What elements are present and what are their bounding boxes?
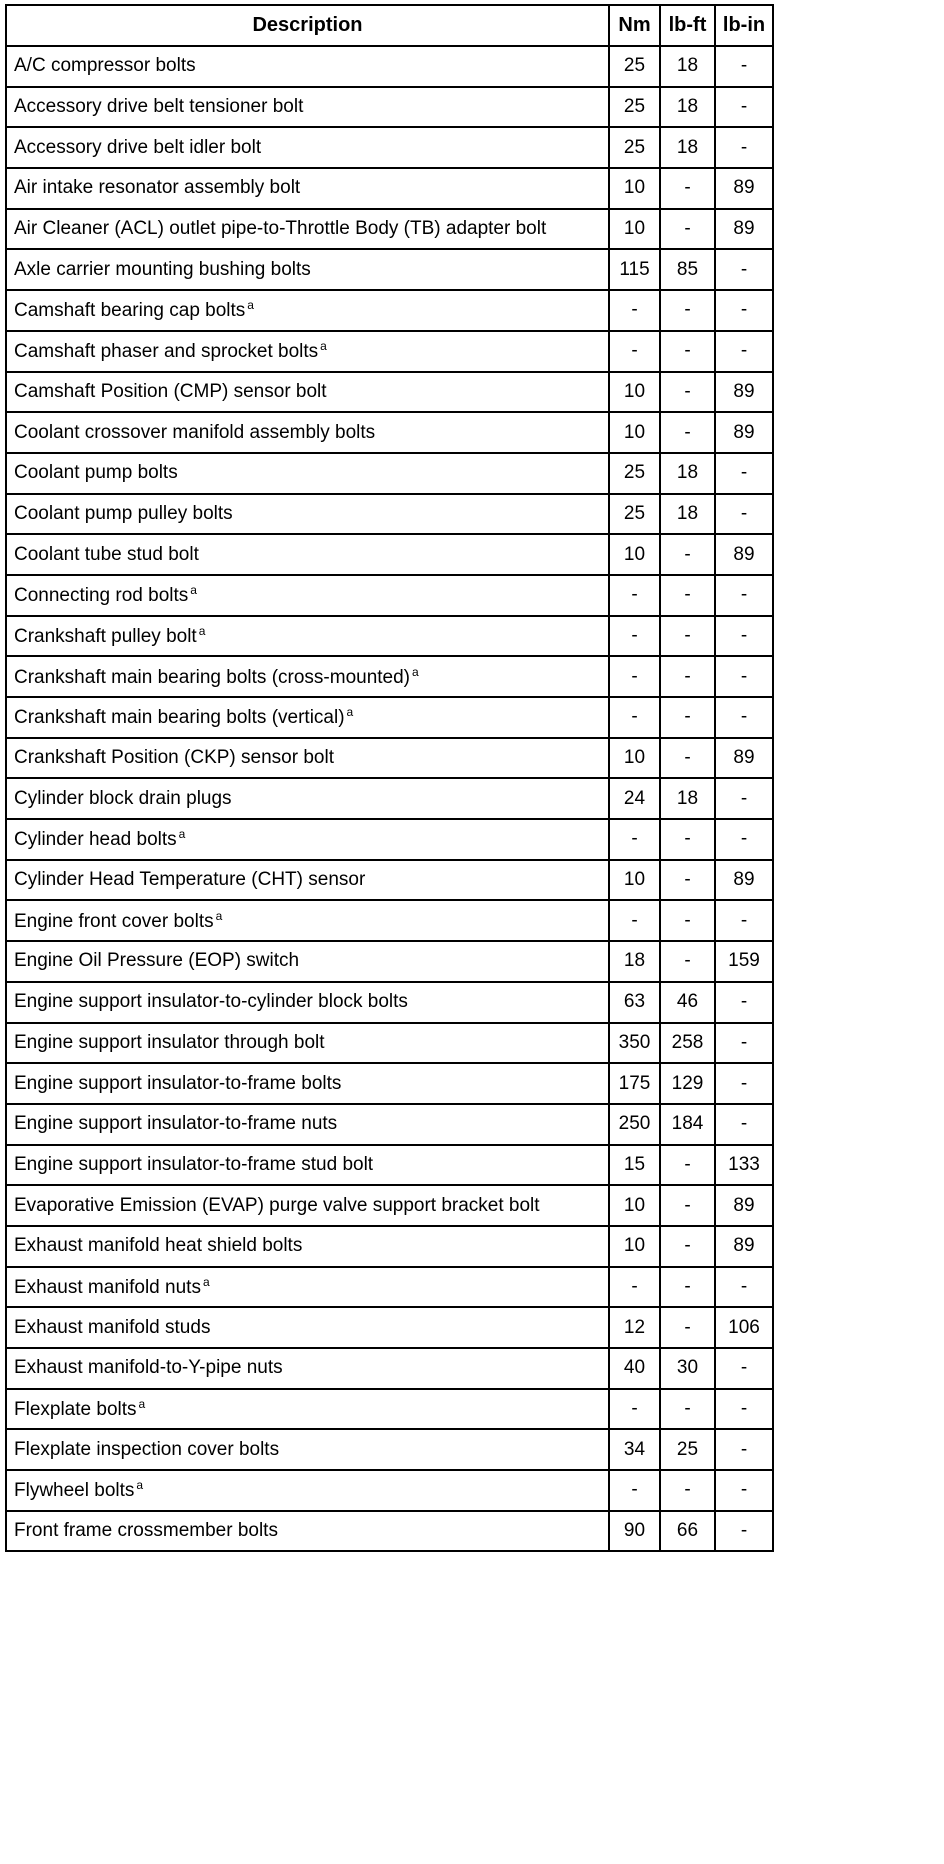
description-text: Crankshaft main bearing bolts (cross-mounted) — [14, 666, 411, 688]
lb-ft-cell: - — [660, 1389, 715, 1430]
table-row — [6, 87, 773, 128]
header-description: Description — [6, 5, 609, 46]
lb-in-cell: - — [715, 778, 773, 819]
description-text: Cylinder block drain plugs — [14, 787, 232, 809]
description-text: Exhaust manifold-to-Y-pipe nuts — [14, 1357, 283, 1379]
header-lb-ft: lb-ft — [660, 5, 715, 46]
description-cell — [6, 412, 609, 453]
table-row — [6, 1348, 773, 1389]
table-row — [6, 412, 773, 453]
description-text: Air intake resonator assembly bolt — [14, 177, 301, 199]
description-cell — [6, 331, 609, 372]
lb-ft-cell: - — [660, 1267, 715, 1308]
lb-in-cell: - — [715, 1104, 773, 1145]
lb-ft-cell: 184 — [660, 1104, 715, 1145]
description-text: Camshaft Position (CMP) sensor bolt — [14, 380, 327, 402]
lb-in-cell: - — [715, 1470, 773, 1511]
description-cell — [6, 941, 609, 982]
description-cell — [6, 1470, 609, 1511]
table-row — [6, 1307, 773, 1348]
description-text: Engine support insulator-to-frame nuts — [14, 1113, 338, 1135]
nm-cell: 250 — [609, 1104, 660, 1145]
description-cell — [6, 982, 609, 1023]
lb-in-cell: - — [715, 331, 773, 372]
description-text: Camshaft bearing cap bolts — [14, 300, 246, 322]
lb-ft-cell: - — [660, 209, 715, 250]
lb-in-cell: - — [715, 453, 773, 494]
description-cell — [6, 46, 609, 87]
description-cell — [6, 1104, 609, 1145]
lb-ft-cell: - — [660, 738, 715, 779]
lb-in-cell: - — [715, 127, 773, 168]
description-text: Exhaust manifold heat shield bolts — [14, 1235, 303, 1257]
lb-in-cell: - — [715, 656, 773, 697]
description-cell — [6, 1307, 609, 1348]
description-cell — [6, 534, 609, 575]
table-row — [6, 819, 773, 860]
description-cell — [6, 1267, 609, 1308]
lb-in-cell: 89 — [715, 168, 773, 209]
table-row — [6, 127, 773, 168]
nm-cell: 63 — [609, 982, 660, 1023]
lb-ft-cell: - — [660, 168, 715, 209]
description-text: Engine support insulator-to-cylinder block bolts — [14, 991, 408, 1013]
description-text: Axle carrier mounting bushing bolts — [14, 258, 311, 280]
description-cell — [6, 900, 609, 941]
table-row — [6, 900, 773, 941]
lb-in-cell: 89 — [715, 412, 773, 453]
description-text: Accessory drive belt idler bolt — [14, 136, 262, 158]
nm-cell: - — [609, 656, 660, 697]
lb-in-cell: - — [715, 819, 773, 860]
table-row — [6, 1429, 773, 1470]
description-cell — [6, 1511, 609, 1552]
lb-ft-cell: - — [660, 656, 715, 697]
lb-in-cell: - — [715, 1511, 773, 1552]
description-cell — [6, 1348, 609, 1389]
description-text: Engine Oil Pressure (EOP) switch — [14, 950, 300, 972]
table-row — [6, 453, 773, 494]
table-row — [6, 941, 773, 982]
description-cell — [6, 249, 609, 290]
lb-in-cell: - — [715, 1389, 773, 1430]
nm-cell: 10 — [609, 860, 660, 901]
lb-ft-cell: 85 — [660, 249, 715, 290]
torque-spec-table — [5, 4, 774, 1552]
nm-cell: - — [609, 697, 660, 738]
description-cell — [6, 494, 609, 535]
description-text: Evaporative Emission (EVAP) purge valve support bracket bolt — [14, 1194, 540, 1216]
lb-ft-cell: - — [660, 860, 715, 901]
footnote-marker: a — [178, 827, 186, 842]
lb-ft-cell: 18 — [660, 87, 715, 128]
lb-ft-cell: 46 — [660, 982, 715, 1023]
lb-in-cell: 89 — [715, 209, 773, 250]
lb-in-cell: - — [715, 575, 773, 616]
description-cell — [6, 778, 609, 819]
nm-cell: 34 — [609, 1429, 660, 1470]
description-text: Coolant pump pulley bolts — [14, 502, 233, 524]
nm-cell: 18 — [609, 941, 660, 982]
lb-in-cell: - — [715, 616, 773, 657]
description-cell — [6, 819, 609, 860]
description-text: Engine support insulator-to-frame stud bolt — [14, 1153, 374, 1175]
table-row — [6, 209, 773, 250]
description-cell — [6, 1023, 609, 1064]
table-row — [6, 331, 773, 372]
nm-cell: - — [609, 1470, 660, 1511]
nm-cell: 10 — [609, 168, 660, 209]
lb-ft-cell: - — [660, 1470, 715, 1511]
table-row — [6, 575, 773, 616]
description-text: Flexplate inspection cover bolts — [14, 1438, 280, 1460]
description-text: Engine support insulator through bolt — [14, 1031, 325, 1053]
table-row — [6, 697, 773, 738]
lb-in-cell: 89 — [715, 372, 773, 413]
nm-cell: 12 — [609, 1307, 660, 1348]
lb-ft-cell: - — [660, 290, 715, 331]
lb-in-cell: 133 — [715, 1145, 773, 1186]
lb-in-cell: - — [715, 1023, 773, 1064]
description-cell — [6, 860, 609, 901]
table-row — [6, 1226, 773, 1267]
nm-cell: 175 — [609, 1063, 660, 1104]
lb-in-cell: - — [715, 1267, 773, 1308]
description-text: Camshaft phaser and sprocket bolts — [14, 341, 319, 363]
lb-ft-cell: - — [660, 412, 715, 453]
description-cell — [6, 738, 609, 779]
description-text: Flywheel bolts — [14, 1480, 135, 1502]
nm-cell: - — [609, 819, 660, 860]
lb-ft-cell: - — [660, 1226, 715, 1267]
description-cell — [6, 1226, 609, 1267]
description-cell — [6, 453, 609, 494]
nm-cell: 10 — [609, 1185, 660, 1226]
lb-in-cell: 89 — [715, 1185, 773, 1226]
nm-cell: 10 — [609, 372, 660, 413]
nm-cell: 40 — [609, 1348, 660, 1389]
lb-in-cell: - — [715, 1348, 773, 1389]
nm-cell: 115 — [609, 249, 660, 290]
footnote-marker: a — [215, 908, 223, 923]
nm-cell: - — [609, 1389, 660, 1430]
lb-in-cell: - — [715, 249, 773, 290]
lb-ft-cell: - — [660, 941, 715, 982]
nm-cell: 15 — [609, 1145, 660, 1186]
table-row — [6, 1063, 773, 1104]
footnote-marker: a — [202, 1274, 210, 1289]
table-row — [6, 1511, 773, 1552]
lb-in-cell: 89 — [715, 1226, 773, 1267]
description-text: Accessory drive belt tensioner bolt — [14, 96, 304, 118]
nm-cell: 25 — [609, 453, 660, 494]
nm-cell: 10 — [609, 209, 660, 250]
nm-cell: 25 — [609, 87, 660, 128]
lb-in-cell: 106 — [715, 1307, 773, 1348]
table-row — [6, 1185, 773, 1226]
description-text: Engine front cover bolts — [14, 910, 214, 932]
lb-in-cell: - — [715, 494, 773, 535]
table-row — [6, 249, 773, 290]
footnote-marker: a — [138, 1397, 146, 1412]
lb-in-cell: 159 — [715, 941, 773, 982]
table-row — [6, 1267, 773, 1308]
lb-ft-cell: - — [660, 331, 715, 372]
table-row — [6, 534, 773, 575]
lb-ft-cell: 18 — [660, 127, 715, 168]
description-cell — [6, 656, 609, 697]
description-text: Flexplate bolts — [14, 1399, 137, 1421]
lb-ft-cell: 18 — [660, 494, 715, 535]
header-row — [6, 5, 773, 46]
lb-ft-cell: - — [660, 616, 715, 657]
description-text: Exhaust manifold nuts — [14, 1276, 201, 1298]
lb-in-cell: - — [715, 697, 773, 738]
table-row — [6, 1023, 773, 1064]
description-cell — [6, 616, 609, 657]
nm-cell: 10 — [609, 412, 660, 453]
nm-cell: - — [609, 900, 660, 941]
lb-ft-cell: - — [660, 534, 715, 575]
lb-ft-cell: - — [660, 697, 715, 738]
lb-ft-cell: - — [660, 819, 715, 860]
nm-cell: 25 — [609, 494, 660, 535]
lb-ft-cell: 18 — [660, 453, 715, 494]
lb-in-cell: - — [715, 87, 773, 128]
footnote-marker: a — [198, 623, 206, 638]
footnote-marker: a — [412, 664, 419, 679]
lb-ft-cell: 25 — [660, 1429, 715, 1470]
header-lb-in: lb-in — [715, 5, 773, 46]
nm-cell: 10 — [609, 534, 660, 575]
description-cell — [6, 87, 609, 128]
lb-ft-cell: 18 — [660, 46, 715, 87]
lb-in-cell: - — [715, 982, 773, 1023]
footnote-marker: a — [190, 583, 197, 598]
lb-in-cell: - — [715, 290, 773, 331]
table-row — [6, 982, 773, 1023]
description-text: Engine support insulator-to-frame bolts — [14, 1072, 342, 1094]
nm-cell: 25 — [609, 46, 660, 87]
lb-in-cell: 89 — [715, 534, 773, 575]
footnote-marker: a — [346, 705, 354, 720]
nm-cell: - — [609, 575, 660, 616]
description-text: Connecting rod bolts — [14, 585, 189, 607]
nm-cell: 10 — [609, 1226, 660, 1267]
description-cell — [6, 168, 609, 209]
table-row — [6, 616, 773, 657]
lb-ft-cell: 30 — [660, 1348, 715, 1389]
lb-ft-cell: - — [660, 900, 715, 941]
description-cell — [6, 575, 609, 616]
description-text: Exhaust manifold studs — [14, 1316, 211, 1338]
lb-in-cell: - — [715, 1063, 773, 1104]
table-row — [6, 290, 773, 331]
lb-ft-cell: - — [660, 372, 715, 413]
nm-cell: 90 — [609, 1511, 660, 1552]
nm-cell: - — [609, 1267, 660, 1308]
description-cell — [6, 1429, 609, 1470]
table-row — [6, 168, 773, 209]
nm-cell: 350 — [609, 1023, 660, 1064]
table-row — [6, 656, 773, 697]
table-row — [6, 372, 773, 413]
description-cell — [6, 1185, 609, 1226]
description-cell — [6, 1063, 609, 1104]
nm-cell: - — [609, 290, 660, 331]
description-text: Coolant crossover manifold assembly bolts — [14, 421, 376, 443]
lb-ft-cell: 66 — [660, 1511, 715, 1552]
description-cell — [6, 1145, 609, 1186]
description-cell — [6, 290, 609, 331]
table-row — [6, 1470, 773, 1511]
lb-in-cell: - — [715, 1429, 773, 1470]
description-text: Coolant pump bolts — [14, 462, 178, 484]
table-row — [6, 778, 773, 819]
lb-ft-cell: 258 — [660, 1023, 715, 1064]
description-cell — [6, 372, 609, 413]
table-row — [6, 738, 773, 779]
lb-ft-cell: - — [660, 575, 715, 616]
description-text: Cylinder Head Temperature (CHT) sensor — [14, 869, 366, 891]
lb-in-cell: - — [715, 46, 773, 87]
description-text: Front frame crossmember bolts — [14, 1520, 278, 1542]
description-text: Crankshaft main bearing bolts (vertical) — [14, 707, 345, 729]
lb-in-cell: - — [715, 900, 773, 941]
nm-cell: 25 — [609, 127, 660, 168]
header-nm: Nm — [609, 5, 660, 46]
lb-ft-cell: - — [660, 1145, 715, 1186]
lb-ft-cell: - — [660, 1307, 715, 1348]
lb-ft-cell: 18 — [660, 778, 715, 819]
description-cell — [6, 1389, 609, 1430]
table-row — [6, 494, 773, 535]
table-row — [6, 860, 773, 901]
description-text: Coolant tube stud bolt — [14, 543, 199, 565]
table-row — [6, 46, 773, 87]
description-cell — [6, 209, 609, 250]
footnote-marker: a — [247, 298, 254, 313]
nm-cell: - — [609, 616, 660, 657]
description-cell — [6, 697, 609, 738]
table-row — [6, 1145, 773, 1186]
description-text: Crankshaft Position (CKP) sensor bolt — [14, 747, 334, 769]
description-text: Air Cleaner (ACL) outlet pipe-to-Throttle Body (TB) adapter bolt — [14, 218, 547, 240]
description-text: Crankshaft pulley bolt — [14, 625, 197, 647]
lb-in-cell: 89 — [715, 738, 773, 779]
nm-cell: - — [609, 331, 660, 372]
description-text: A/C compressor bolts — [14, 55, 196, 77]
table-row — [6, 1104, 773, 1145]
nm-cell: 24 — [609, 778, 660, 819]
footnote-marker: a — [320, 339, 327, 354]
lb-ft-cell: 129 — [660, 1063, 715, 1104]
footnote-marker: a — [136, 1478, 144, 1493]
lb-ft-cell: - — [660, 1185, 715, 1226]
table-row — [6, 1389, 773, 1430]
nm-cell: 10 — [609, 738, 660, 779]
lb-in-cell: 89 — [715, 860, 773, 901]
description-cell — [6, 127, 609, 168]
description-text: Cylinder head bolts — [14, 829, 177, 851]
